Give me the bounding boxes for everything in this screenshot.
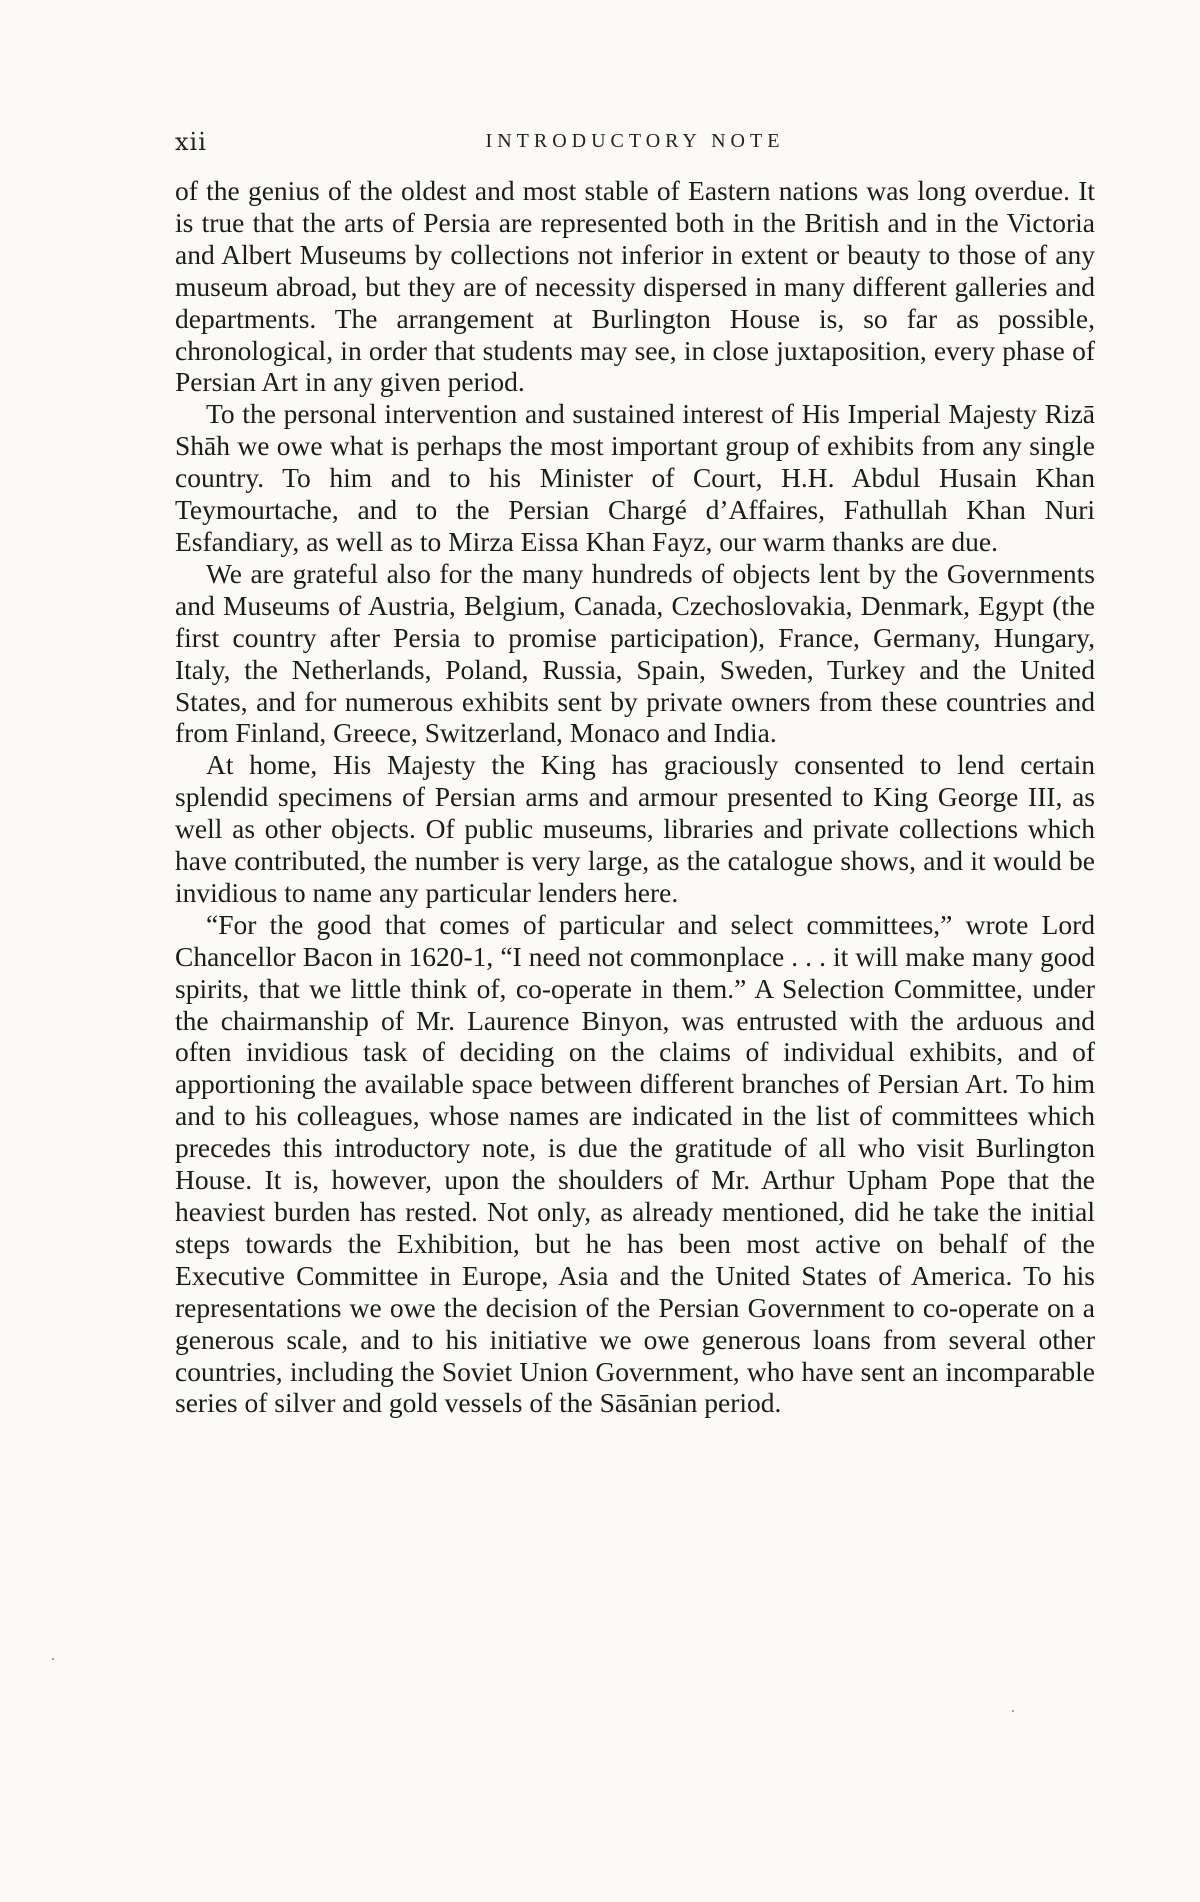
paragraph-foreign-lenders: We are grateful also for the many hundreds of objects lent by the Governments and Museums of Austria, Belgium, Canada, Czechoslovakia, Denmark, Egypt (the first country after Persia to promise participation), France, Germany, Hungary, Italy, the Netherlands, Poland, Russia, Spain, Sweden, Turkey and the United States, and for numerous exhibits sent by private owners from these countries and from Finland, Greece, Switzerland, Monaco and India. (175, 557, 1095, 749)
running-head: INTRODUCTORY NOTE (485, 130, 785, 152)
page-number: xii (175, 128, 207, 156)
page-header (175, 128, 1095, 162)
paper-speck (52, 1658, 54, 1660)
body-text (175, 175, 1095, 1419)
paper-speck (1012, 1710, 1014, 1712)
paragraph-committees: “For the good that comes of particular and select committees,” wrote Lord Chancellor Bacon in 1620-1, “I need not commonplace . . . it will make many good spirits, that we little think of, co-operate in them.” A Selection Committee, under the chairmanship of Mr. Laurence Binyon, was entrusted with the arduous and often invidious task of deciding on the claims of individual exhibits, and of apportioning the available space between different branches of Persian Art. To him and to his colleagues, whose names are indicated in the list of committees which precedes this introductory note, is due the gratitude of all who visit Burlington House. It is, however, upon the shoulders of Mr. Arthur Upham Pope that the heaviest burden has rested. Not only, as already mentioned, did he take the initial steps towards the Exhibition, but he has been most active on behalf of the Executive Committee in Europe, Asia and the United States of America. To his representations we owe the decision of the Persian Government to co-operate on a generous scale, and to his initiative we owe generous loans from several other countries, including the Soviet Union Government, who have sent an incomparable series of silver and gold vessels of the Sāsānian period. (175, 908, 1095, 1419)
paragraph-home-lenders: At home, His Majesty the King has graciously consented to lend certain splendid specimens of Persian arms and armour presented to King George III, as well as other objects. Of public museums, libraries and private collections which have contributed, the number is very large, as the catalogue shows, and it would be invidious to name any particular lenders here. (175, 749, 1095, 908)
paragraph-continuation: of the genius of the oldest and most stable of Eastern nations was long overdue. It is true that the arts of Persia are represented both in the British and in the Victoria and Albert Museums by collections not inferior in extent or beauty to those of any museum abroad, but they are of necessity dispersed in many different galleries and departments. The arrangement at Burlington House is, so far as possible, chronological, in order that students may see, in close juxtaposition, every phase of Persian Art in any given period. (175, 175, 1095, 398)
paragraph-imperial-majesty: To the personal intervention and sustained interest of His Imperial Majesty Rizā Shāh we owe what is perhaps the most important group of exhibits from any single country. To him and to his Minister of Court, H.H. Abdul Husain Khan Teymourtache, and to the Persian Chargé d’Affaires, Fathullah Khan Nuri Esfandiary, as well as to Mirza Eissa Khan Fayz, our warm thanks are due. (175, 398, 1095, 557)
